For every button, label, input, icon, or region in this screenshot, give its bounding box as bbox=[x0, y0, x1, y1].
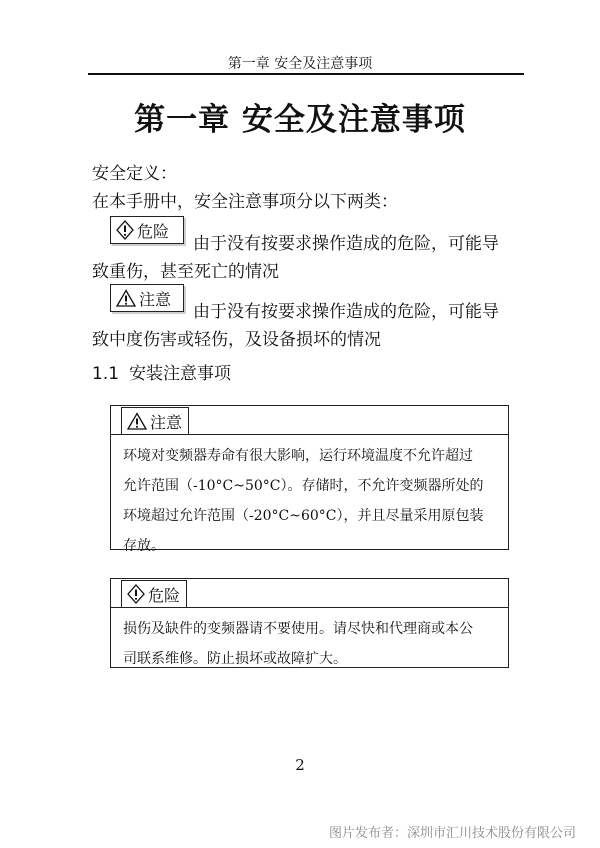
header-rule bbox=[88, 73, 524, 75]
danger-definition-text-continued: 致重伤，甚至死亡的情况 bbox=[92, 262, 279, 282]
exclamation-diamond-icon bbox=[116, 220, 134, 240]
chapter-title: 第一章 安全及注意事项 bbox=[134, 102, 466, 138]
caution-definition-text: 由于没有按要求操作造成的危险，可能导 bbox=[193, 302, 499, 322]
caution-notice-line: 允许范围（-10°C~50°C）。存储时，不允许变频器所处的 bbox=[123, 478, 484, 494]
danger-definition-text: 由于没有按要求操作造成的危险，可能导 bbox=[193, 234, 499, 254]
warning-triangle-icon bbox=[127, 412, 147, 430]
running-header: 第一章 安全及注意事项 bbox=[227, 56, 373, 72]
danger-notice-header bbox=[111, 579, 508, 608]
safety-definition-heading: 安全定义： bbox=[92, 164, 177, 184]
danger-label: 危险 bbox=[137, 221, 170, 241]
caution-notice-line: 环境超过允许范围（-20°C~60°C），并且尽量采用原包装 bbox=[123, 508, 484, 524]
caution-label-box bbox=[110, 284, 184, 312]
publisher-watermark: 图片发布者：深圳市汇川技术股份有限公司 bbox=[328, 826, 576, 841]
caution-notice-label: 注意 bbox=[150, 412, 183, 432]
danger-notice-box bbox=[110, 578, 509, 668]
danger-label-box bbox=[110, 216, 184, 244]
caution-notice-line: 环境对变频器寿命有很大影响，运行环境温度不允许超过 bbox=[123, 448, 473, 464]
section-title: 安装注意事项 bbox=[129, 364, 232, 384]
danger-notice-line: 损伤及缺件的变频器请不要使用。请尽快和代理商或本公 bbox=[123, 621, 473, 637]
safety-definition-intro: 在本手册中，安全注意事项分以下两类： bbox=[92, 192, 398, 212]
section-heading bbox=[92, 359, 231, 384]
danger-notice-body bbox=[111, 608, 508, 674]
warning-triangle-icon bbox=[116, 289, 136, 307]
caution-definition-text-continued: 致中度伤害或轻伤，及设备损坏的情况 bbox=[92, 330, 381, 350]
danger-notice-label-box bbox=[121, 580, 187, 608]
section-number: 1.1 bbox=[92, 364, 120, 384]
caution-label: 注意 bbox=[139, 289, 172, 309]
exclamation-diamond-icon bbox=[127, 584, 145, 604]
page-number: 2 bbox=[295, 756, 305, 774]
danger-notice-label: 危险 bbox=[148, 585, 181, 605]
caution-notice-label-box bbox=[121, 407, 189, 435]
danger-notice-line: 司联系维修。防止损坏或故障扩大。 bbox=[123, 651, 347, 667]
caution-notice-line: 存放。 bbox=[123, 538, 165, 554]
caution-notice-box bbox=[110, 405, 509, 554]
caution-notice-header bbox=[111, 406, 508, 435]
caution-notice-body bbox=[111, 435, 508, 561]
